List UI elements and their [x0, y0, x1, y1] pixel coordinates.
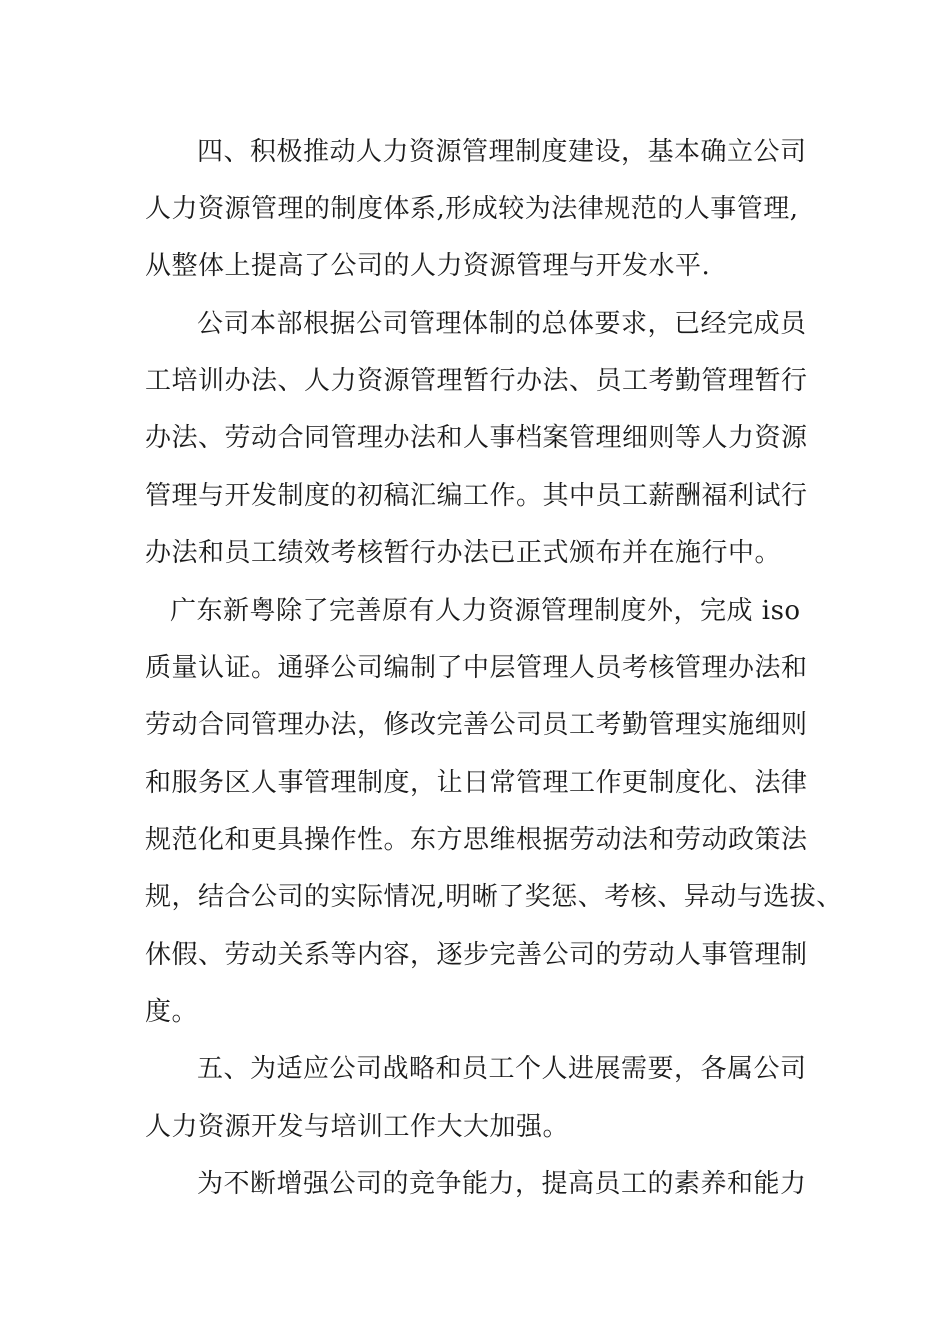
text-line: 度。: [145, 997, 199, 1027]
text-line: 休假、劳动关系等内容，逐步完善公司的劳动人事管理制: [145, 940, 808, 970]
text-line: 人力资源管理的制度体系,形成较为法律规范的人事管理,: [145, 194, 799, 224]
text-line: 规范化和更具操作性。东方思维根据劳动法和劳动政策法: [145, 825, 808, 855]
text-line: 人力资源开发与培训工作大大加强。: [145, 1112, 570, 1142]
text-line: 管理与开发制度的初稿汇编工作。其中员工薪酬福利试行: [145, 481, 808, 511]
text-line: 广东新粤除了完善原有人力资源管理制度外，完成 iso: [170, 596, 801, 626]
text-line: 工培训办法、人力资源管理暂行办法、员工考勤管理暂行: [145, 366, 808, 396]
text-line: 办法、劳动合同管理办法和人事档案管理细则等人力资源: [145, 423, 808, 453]
text-line: 劳动合同管理办法，修改完善公司员工考勤管理实施细则: [145, 710, 808, 740]
text-line: 质量认证。通驿公司编制了中层管理人员考核管理办法和: [145, 653, 808, 683]
text-line: 和服务区人事管理制度，让日常管理工作更制度化、法律: [145, 768, 808, 798]
text-line: 从整体上提高了公司的人力资源管理与开发水平.: [145, 251, 711, 281]
text-line: 四、积极推动人力资源管理制度建设，基本确立公司: [197, 137, 807, 167]
text-line: 办法和员工绩效考核暂行办法已正式颁布并在施行中。: [145, 538, 782, 568]
text-line: 为不断增强公司的竞争能力，提高员工的素养和能力: [197, 1169, 807, 1199]
text-line: 规，结合公司的实际情况,明晰了奖惩、考核、异动与选拔、: [145, 882, 843, 912]
text-line: 五、为适应公司战略和员工个人进展需要，各属公司: [197, 1054, 807, 1084]
text-line: 公司本部根据公司管理体制的总体要求，已经完成员: [197, 309, 807, 339]
